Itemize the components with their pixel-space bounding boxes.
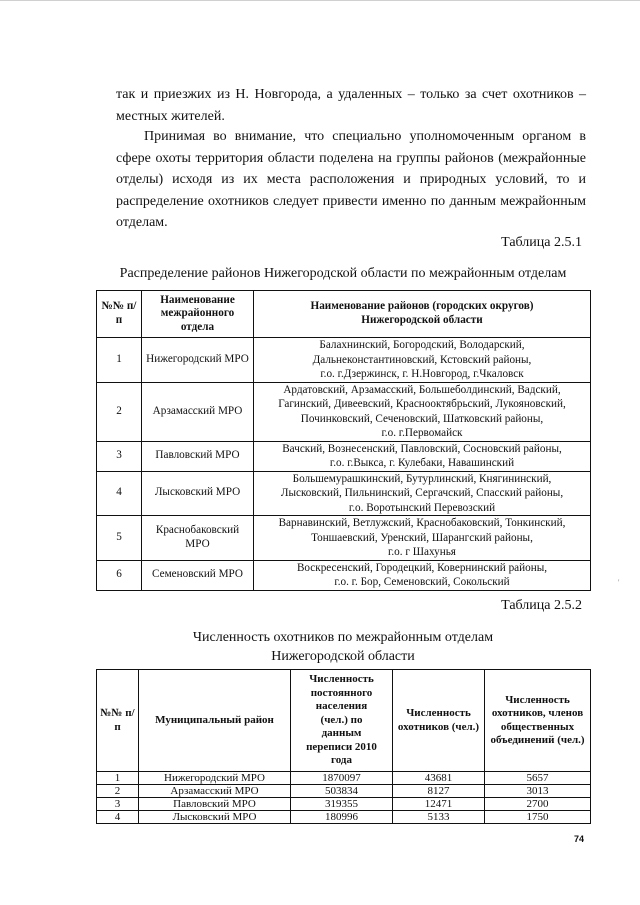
cell-population: 319355	[291, 798, 393, 811]
col-header-num: №№ п/п	[97, 670, 139, 772]
cell-num: 3	[97, 441, 142, 471]
cell-department: Павловский МРО	[142, 441, 254, 471]
cell-num: 4	[97, 471, 142, 516]
cell-hunters: 12471	[393, 798, 485, 811]
district-line: Варнавинский, Ветлужский, Краснобаковский, Тонкинский,	[278, 517, 566, 529]
district-line: Ардатовский, Арзамасский, Большеболдинский, Вадский,	[283, 383, 561, 396]
col-header-districts: Наименование районов (городских округов) Нижегородской области	[254, 291, 591, 338]
paragraph-line: отделы) исходя из их места расположения и природных условий, то и	[116, 172, 586, 187]
cell-num: 1	[97, 772, 139, 785]
paragraph-line: отделам.	[116, 215, 168, 230]
cell-department: Лысковский МРО	[142, 471, 254, 516]
district-line: Лысковский, Пильнинский, Сергачский, Спасский районы,	[280, 487, 564, 499]
cell-num: 3	[97, 798, 139, 811]
table-row	[97, 471, 591, 516]
district-line: Дальнеконстантиновский, Кстовский районы,	[312, 353, 532, 366]
cell-hunters: 8127	[393, 785, 485, 798]
cell-districts	[254, 516, 591, 561]
cell-members: 2700	[485, 798, 591, 811]
cell-districts	[254, 560, 591, 590]
table-row	[97, 811, 591, 824]
cell-districts	[254, 382, 591, 441]
scan-mark: '	[618, 578, 620, 587]
district-line: Балахнинский, Богородский, Володарский,	[319, 339, 525, 351]
cell-num: 4	[97, 811, 139, 824]
cell-num: 6	[97, 560, 142, 590]
district-line: Большемурашкинский, Бутурлинский, Княгининский,	[292, 472, 552, 485]
page-number: 74	[574, 834, 585, 844]
table1-label: Таблица 2.5.1	[501, 235, 582, 250]
col-header-hunters: Численность охотников (чел.)	[393, 670, 485, 772]
cell-members: 3013	[485, 785, 591, 798]
col-header-department: Наименование межрайонного отдела	[142, 291, 254, 338]
district-line: г.о. г.Выкса, г. Кулебаки, Навашинский	[329, 457, 515, 469]
district-line: Починковский, Сеченовский, Шатковский районы,	[300, 412, 544, 425]
table2-caption-line: Нижегородской области	[271, 649, 415, 664]
col-header-population: Численность постоянного населения (чел.) по данным переписи 2010 года	[291, 670, 393, 772]
cell-num: 1	[97, 338, 142, 383]
cell-num: 2	[97, 382, 142, 441]
table-row	[97, 772, 591, 785]
cell-districts	[254, 441, 591, 471]
table1-caption: Распределение районов Нижегородской области по межрайонным отделам	[119, 266, 567, 281]
cell-hunters: 43681	[393, 772, 485, 785]
cell-num: 5	[97, 516, 142, 561]
table-row	[97, 785, 591, 798]
paragraph-line: сфере охоты территория области поделена на группы районов (межрайонные	[116, 150, 586, 166]
district-line: Воскресенский, Городецкий, Ковернинский районы,	[296, 561, 548, 574]
table-row	[97, 382, 591, 441]
paragraph-main	[116, 126, 586, 234]
table2-label: Таблица 2.5.2	[501, 598, 582, 613]
cell-department: Семеновский МРО	[142, 560, 254, 590]
table-hunter-counts	[96, 669, 591, 824]
cell-districts	[254, 471, 591, 516]
cell-members: 1750	[485, 811, 591, 824]
paragraph-line: местных жителей.	[116, 108, 225, 124]
cell-department: Арзамасский МРО	[142, 382, 254, 441]
table-district-distribution	[96, 290, 591, 591]
cell-num: 2	[97, 785, 139, 798]
paragraph-line: распределение охотников следует привести именно по данным межрайонным	[116, 193, 586, 209]
district-line: г.о. г.Первомайск	[381, 427, 463, 439]
cell-district: Нижегородский МРО	[139, 772, 291, 785]
district-line: Вачский, Вознесенский, Павловский, Сосновский районы,	[282, 442, 562, 455]
district-line: г.о. Воротынский Перевозский	[348, 501, 496, 514]
table-row	[97, 560, 591, 590]
col-header-members: Численность охотников, членов общественных объединений (чел.)	[485, 670, 591, 772]
district-line: г.о. г. Бор, Семеновский, Сокольский	[334, 576, 510, 588]
table2-caption	[96, 628, 590, 666]
cell-district: Лысковский МРО	[139, 811, 291, 824]
cell-department: Нижегородский МРО	[142, 338, 254, 383]
table-header-row	[97, 670, 591, 772]
cell-district: Арзамасский МРО	[139, 785, 291, 798]
paragraph-line: Принимая во внимание, что специально уполномоченным органом в	[144, 129, 586, 144]
district-line: Гагинский, Дивеевский, Краснооктябрьский, Лукояновский,	[278, 398, 566, 410]
paragraph-line: так и приезжих из Н. Новгорода, а удаленных – только за счет охотников –	[116, 87, 586, 102]
paragraph-continuation	[116, 84, 586, 127]
table-header-row	[97, 291, 591, 338]
col-header-num: №№ п/п	[97, 291, 142, 338]
cell-department: Краснобаковский МРО	[142, 516, 254, 561]
table2-caption-line: Численность охотников по межрайонным отделам	[192, 630, 494, 645]
table-row	[97, 338, 591, 383]
district-line: г.о. г Шахунья	[388, 546, 456, 558]
page-top-edge	[0, 0, 640, 1]
district-line: г.о. г.Дзержинск, г. Н.Новгород, г.Чкаловск	[320, 368, 524, 380]
table-row	[97, 798, 591, 811]
table-row	[97, 441, 591, 471]
cell-population: 180996	[291, 811, 393, 824]
cell-hunters: 5133	[393, 811, 485, 824]
col-header-district: Муниципальный район	[139, 670, 291, 772]
cell-population: 1870097	[291, 772, 393, 785]
cell-district: Павловский МРО	[139, 798, 291, 811]
cell-population: 503834	[291, 785, 393, 798]
cell-districts	[254, 338, 591, 383]
cell-members: 5657	[485, 772, 591, 785]
district-line: Тоншаевский, Уренский, Шарангский районы,	[311, 531, 533, 544]
table-row	[97, 516, 591, 561]
